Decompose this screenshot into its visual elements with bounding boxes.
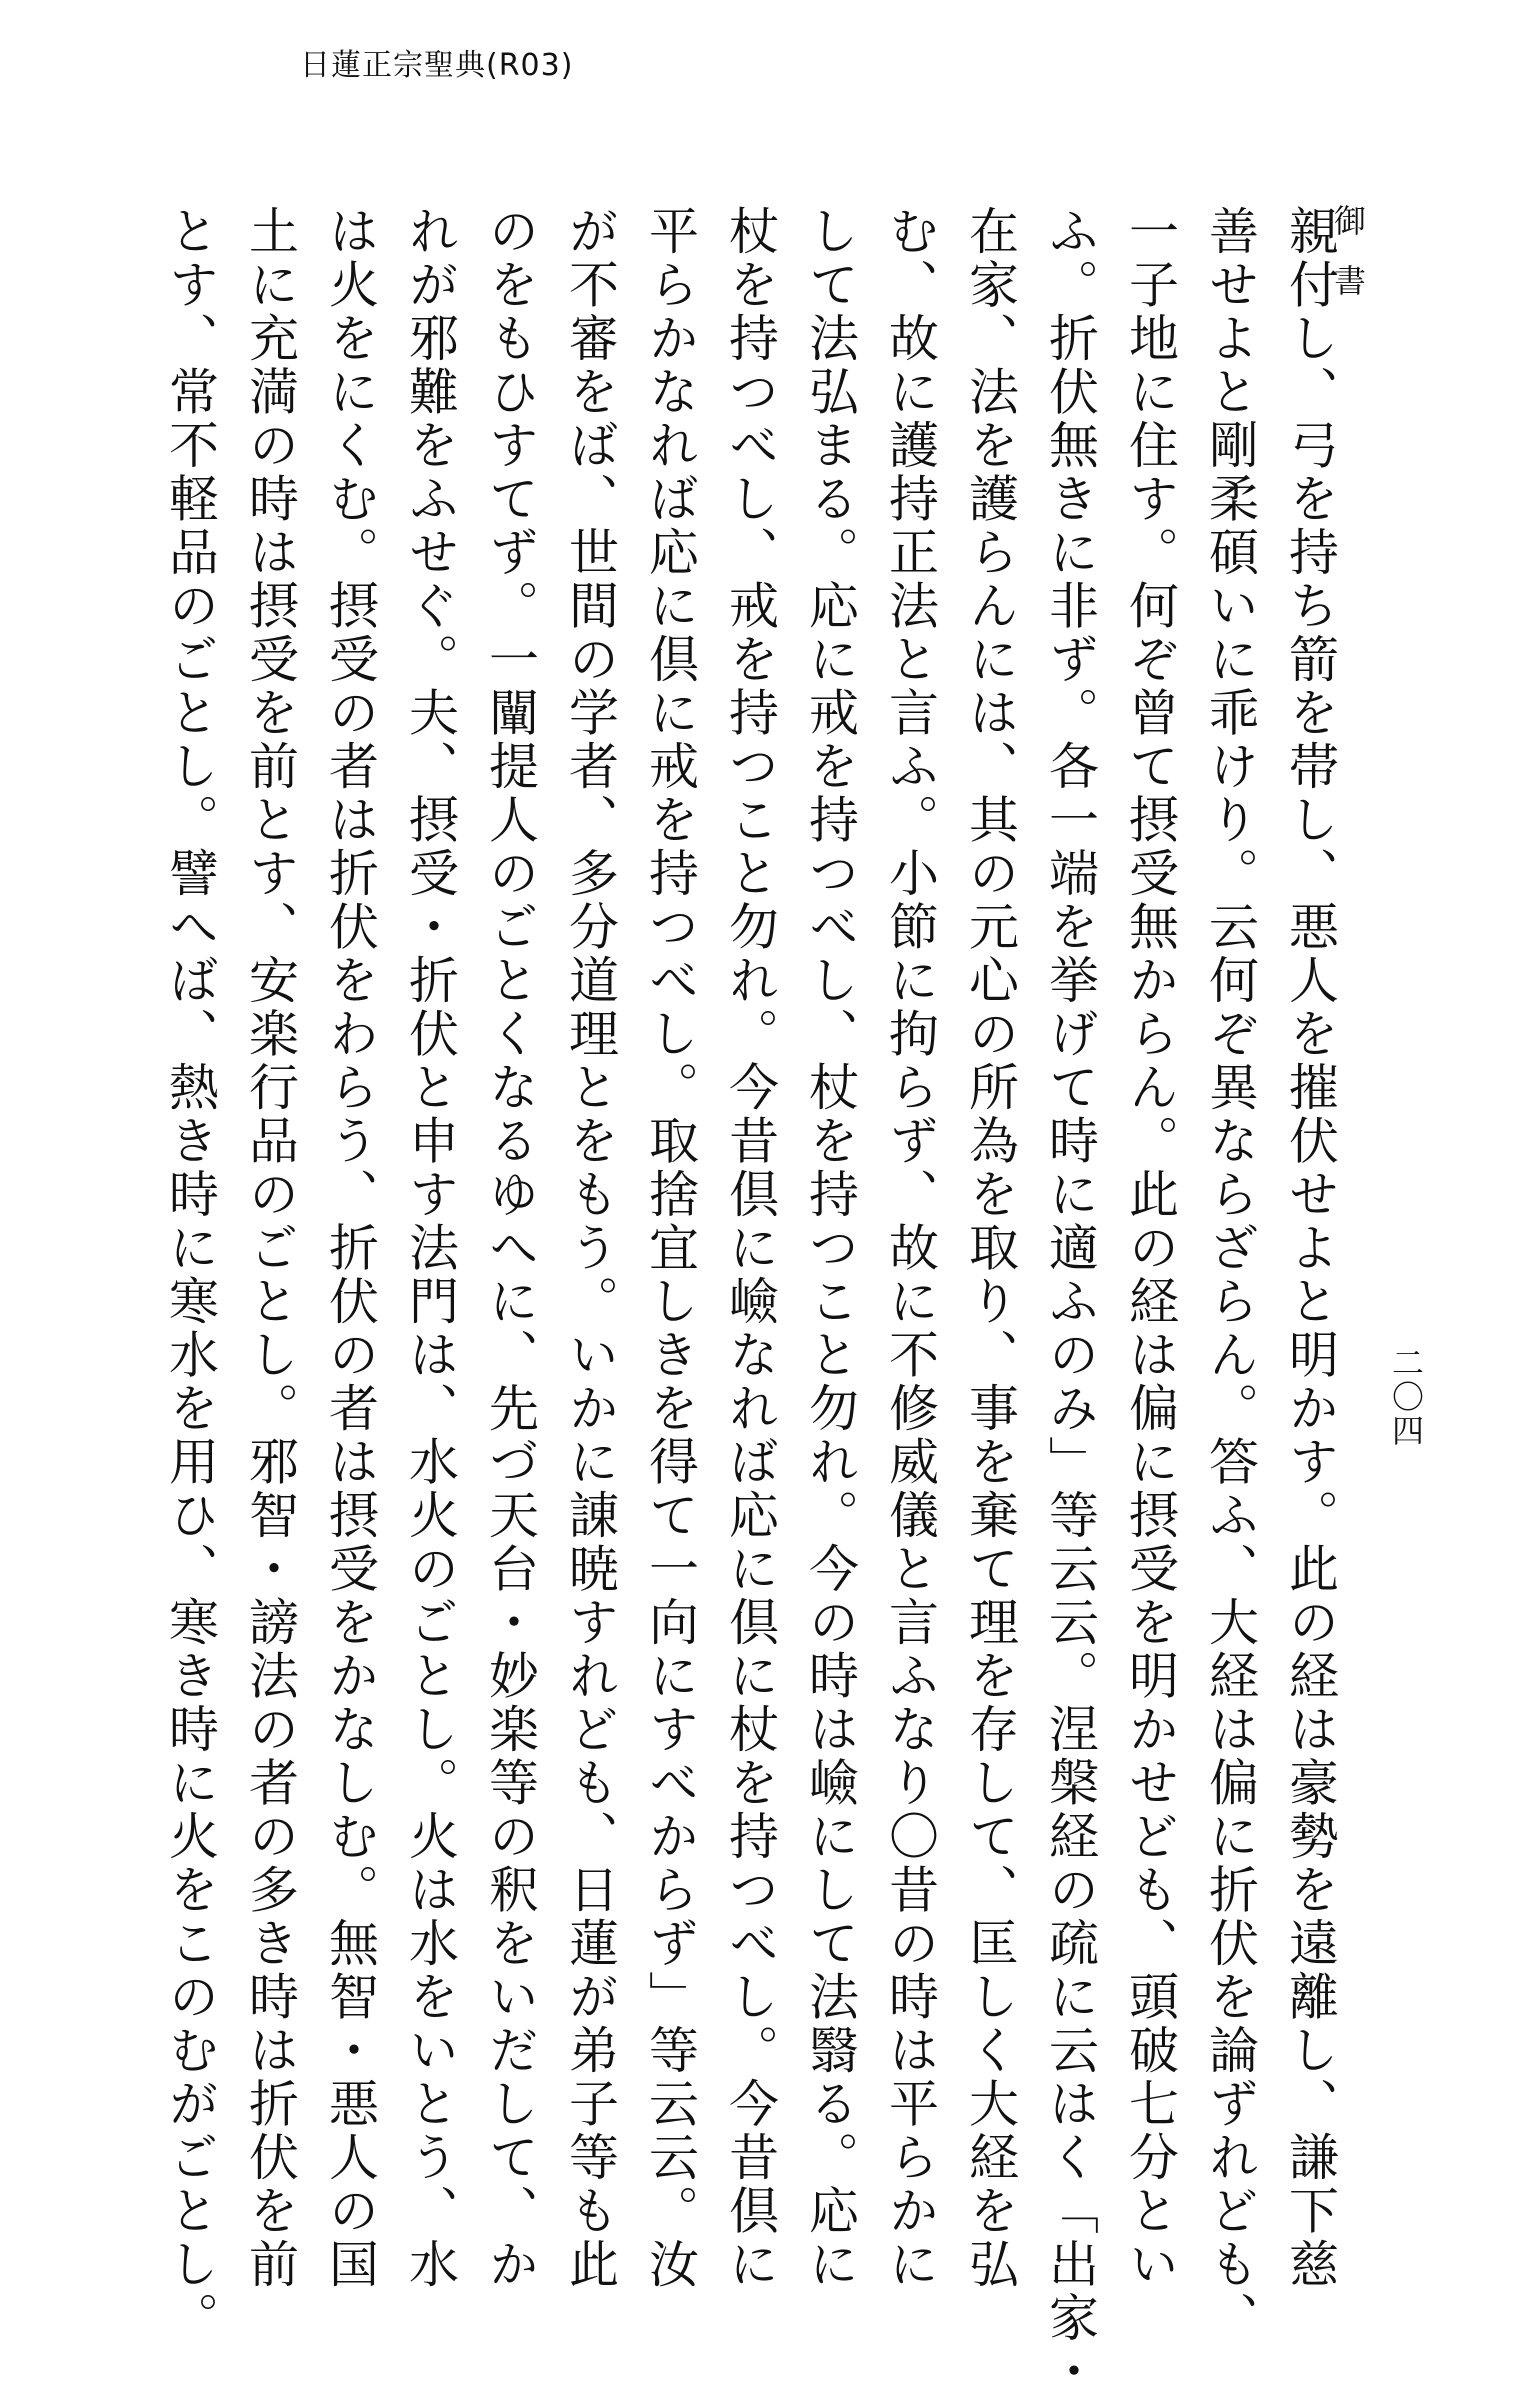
text-line: 在家、法を護らんには、其の元心の所為を取り、事を棄て理を存して、匡しく大経を弘 <box>961 205 1019 2292</box>
text-line: 杖を持つべし、戒を持つこと勿れ。今昔倶に嶮なれば応に倶に杖を持つべし。今昔倶に <box>721 205 779 2292</box>
text-line: 善せよと剛柔碩いに乖けり。云何ぞ異ならざらん。答ふ、大経は偏に折伏を論ずれども、 <box>1201 205 1259 2345</box>
text-line: して法弘まる。応に戒を持つべし、杖を持つこと勿れ。今の時は嶮にして法翳る。応に <box>801 205 859 2292</box>
page-number: 二〇四 <box>1387 1346 1425 1448</box>
text-line: は火をにくむ。摂受の者は折伏をわらう、折伏の者は摂受をかなしむ。無智・悪人の国 <box>321 205 379 2292</box>
text-line: れが邪難をふせぐ。夫、摂受・折伏と申す法門は、水火のごとし。火は水をいとう、水 <box>401 205 459 2292</box>
text-line: 一子地に住す。何ぞ曾て摂受無からん。此の経は偏に摂受を明かせども、頭破七分とい <box>1121 205 1179 2292</box>
text-line: む、故に護持正法と言ふ。小節に拘らず、故に不修威儀と言ふなり〇昔の時は平らかに <box>881 205 939 2292</box>
running-title: 御書 <box>1329 204 1367 324</box>
text-line: が不審をば、世間の学者、多分道理とをもう。いかに諌暁すれども、日蓮が弟子等も此 <box>561 205 619 2292</box>
document-title: 日蓮正宗聖典(R03) <box>300 48 574 83</box>
text-line: とす、常不軽品のごとし。譬へば、熱き時に寒水を用ひ、寒き時に火をこのむがごとし。 <box>161 205 219 2345</box>
text-line: 平らかなれば応に倶に戒を持つべし。取捨宜しきを得て一向にすべからず」等云云。汝 <box>641 205 699 2292</box>
vertical-text-body <box>161 205 1350 2399</box>
text-line: のをもひすてず。一闡提人のごとくなるゆへに、先づ天台・妙楽等の釈をいだして、か <box>481 205 539 2292</box>
text-line: ふ。折伏無きに非ず。各一端を挙げて時に適ふのみ」等云云。涅槃経の疏に云はく「出家・ <box>1041 205 1099 2399</box>
text-line: 土に充満の時は摂受を前とす、安楽行品のごとし。邪智・謗法の者の多き時は折伏を前 <box>241 205 299 2292</box>
text-line: 親付し、弓を持ち箭を帯し、悪人を摧伏せよと明かす。此の経は豪勢を遠離し、謙下慈 <box>1281 205 1339 2292</box>
